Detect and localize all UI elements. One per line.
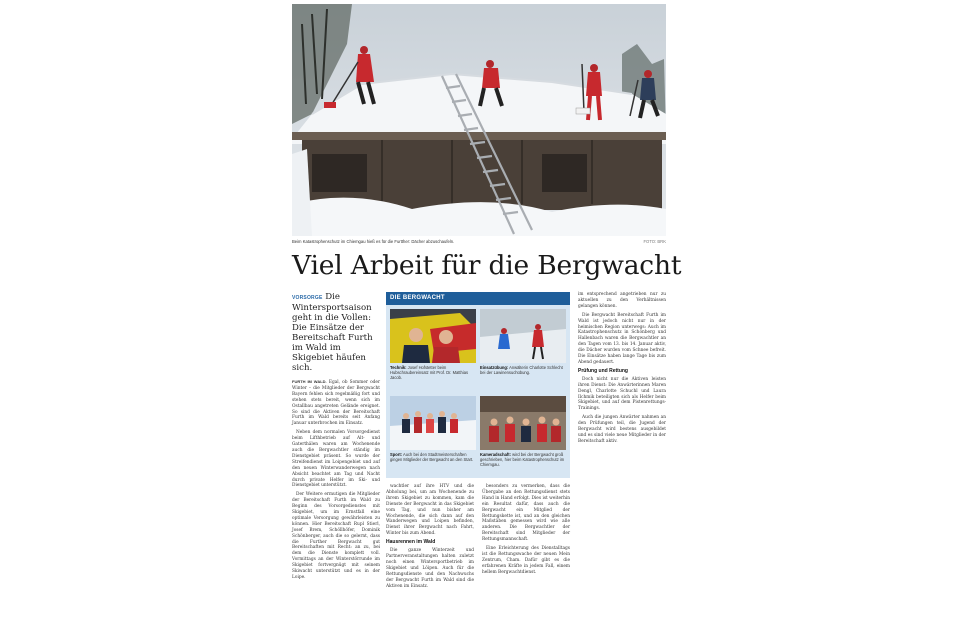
box-photo-technik (390, 309, 476, 363)
caption-text: Josef Hofstetter beim Hubschraubereinsatz mit Prof. Dr. Matthias Jacob. (390, 365, 469, 380)
box-photo-kameradschaft (480, 396, 566, 450)
headline: Viel Arbeit für die Bergwacht (292, 250, 682, 281)
paragraph: Der Weitere ermutigen die Mitglieder der Bereitschaft Furth im Wald zu Beginn des Vorsorgedienstes mit Skigebiet, um im Ernstfall eine optimale Versorgung gewährleisten zu können. Hier Bereitschaft Rupl Stierl, Josef Brem, Schöllhöfer, Dominik Schönberger, auch die so gelernt, dass die Further Bergwacht gut Bereitschaften mit Recht: an zu, bei dem die Dienste komplett voll. Vormittags an der Winterstörrunde im Skigebiet fortvergnügt mit seinem Skiwacht unterstützt und es in der Loipe. (292, 492, 380, 580)
box-caption-einsatzuebung (480, 365, 566, 375)
box-caption-kameradschaft (480, 452, 566, 467)
article-column-4 (578, 292, 666, 448)
lead-paragraph (292, 292, 380, 373)
paragraph: Doch nicht nur die Aktiven leisten ihren Dienst: Die Anwärterinnen Maren Dengl, Charlotte Schuchl und Laura Ilchmik beteiligten sich als Helfer beim Skigebiet, und auf dem Pistenrettungs-Trainings. (578, 376, 666, 412)
box-caption-technik (390, 365, 476, 380)
box-photo-einsatzuebung (480, 309, 566, 363)
newspaper-page (292, 0, 682, 640)
caption-label: Technik: (390, 365, 407, 370)
main-photo (292, 4, 666, 236)
paragraph: wachtler auf ihre HTV und die Abholung bei, um am Wochenende zu ihrem Skigebiet zu kommen, kam die Dienste der Bergwacht in das Skigebiet vom Tag, und nun bisher am Wochenende, die sich dann auf den Wanderwegen und Loipen befinden, Dienst ihrer Bergwacht nach Fahrt, Winter bis zum Abend. (386, 484, 474, 537)
info-box (386, 292, 570, 478)
subheading: Prüfung und Rettung (578, 367, 628, 374)
caption-text: wird bei der Bergwacht groß geschrieben, hier beim Katastrophenschutz im Chiemgau. (480, 452, 565, 467)
paragraph: Die Bergwacht Bereitschaft Furth im Wald ist jedoch nicht nur in der heimischen Region unterwegs: Auch im Katastrophenschutz in Schönberg und Hallenbach waren die Bergwachtler an den Tagen vom 13. bis 14. Januar aktiv, die Dächer wurden vom Schnee befreit. Die Einsätze haben lange Tage bis zum Abend gedauert. (578, 312, 666, 365)
article-column-3 (482, 484, 570, 579)
article-column-2 (386, 484, 474, 592)
box-photo-sport (390, 396, 476, 450)
paragraph: Eine Erleichterung des Dienstalltags ist die Rettungswache der neuen Mein Zentrum, Cham. Dafür gibt es die erfahrenen Kräfte in jedem Fall, einem hellem Bergwachtdienst. (482, 546, 570, 575)
article-column-1 (292, 292, 380, 584)
photo-credit: FOTO: BRK (643, 239, 666, 244)
paragraph (292, 379, 380, 427)
paragraph: Neben dem normalen Vorsorgedienst beim Lifthbetrieb auf Alt- und Gaterthälen waren am Wochenende auch die Bergwachtler ständig im Dienstgebiet präsent. So wurde der Streifendienst im Loipengebiet und auf den neuen Winterwanderwegen nach Absicht beachtet am Tag und Nacht durch private Helfer im Ski- und Dienstgebiet unterstützt. (292, 430, 380, 489)
caption-text: Anwälterin Charlotte Schlecht bei der Lawinensuchübung. (480, 365, 563, 375)
info-box-title: DIE BERGWACHT (386, 292, 570, 305)
paragraph: Auch die jungen Anwärter nahmen an den Prüfungen teil, die Jugend der Bergwacht wird bestens ausgebildet und es sind viele neue Mitglieder in der Bereitschaft aktiv. (578, 415, 666, 444)
caption-text: Auch bei den Stadtmeisterschaften gingen Mitglieder der Bergwacht an den Start. (390, 452, 474, 462)
paragraph: besonders zu vermerken, dass die Übergabe an den Rettungsdienst stets Hand in Hand erfolgt. Dies ist weiterhin ein Resultat dafür, dass auch die Bergwacht ein Mitglied der Rettungskette ist, und an den gleichen Maßstäben gemessen wird wie alle anderen. Die Bergwachtler der Bereitschaft sind Mitglieder der Rettungsmannschaft. (482, 484, 570, 543)
paragraph: Die ganze Winterzeit und Partnerveranstaltungen halten zuletzt noch einen Wintersportbetrieb im Skigebiet und Löipen. Auch für die Rettungsdienste und den Nachwuchs der Bergwacht Furth im Wald sind die Aktiven im Einsatz. (386, 548, 474, 589)
lead-text: Die Wintersportsaison geht in die Vollen: Die Einsätze der Bereitschaft Furth im Wald im Skigebiet häufen sich. (292, 292, 373, 373)
caption-label: Kameradschaft: (480, 452, 511, 457)
photo-caption (292, 239, 666, 244)
paragraph: im entsprechend angetrieben nur zu aktuellen zu den Verhältnissen gelangen können. (578, 292, 666, 309)
subheading: Hausrennen im Wald (386, 539, 436, 546)
kicker: VORSORGE (292, 295, 323, 301)
rooftop-snow-shoveling-image (292, 4, 666, 236)
box-caption-sport (390, 452, 476, 462)
caption-label: Einsatzübung: (480, 365, 509, 370)
dateline: FURTH IM WALD. (292, 379, 327, 384)
caption-text: Beim Katastrophenschutz im Chiemgau hieß es für die Furtther: Dächer abzuschaufeln. (292, 239, 455, 244)
caption-label: Sport: (390, 452, 403, 457)
paragraph-text: Egal, ob Sommer oder Winter – die Mitglieder der Bergwacht Bayern fehlen sich regelmäßig fort und stehen stets bereit, wenn sich im Ostallbau angetreten Gelände ereignet. So sind die Aktiven der Bereitschaft Furth im Wald bereits seit Anfang Januar unterbrochen im Einsatz. (292, 380, 380, 427)
